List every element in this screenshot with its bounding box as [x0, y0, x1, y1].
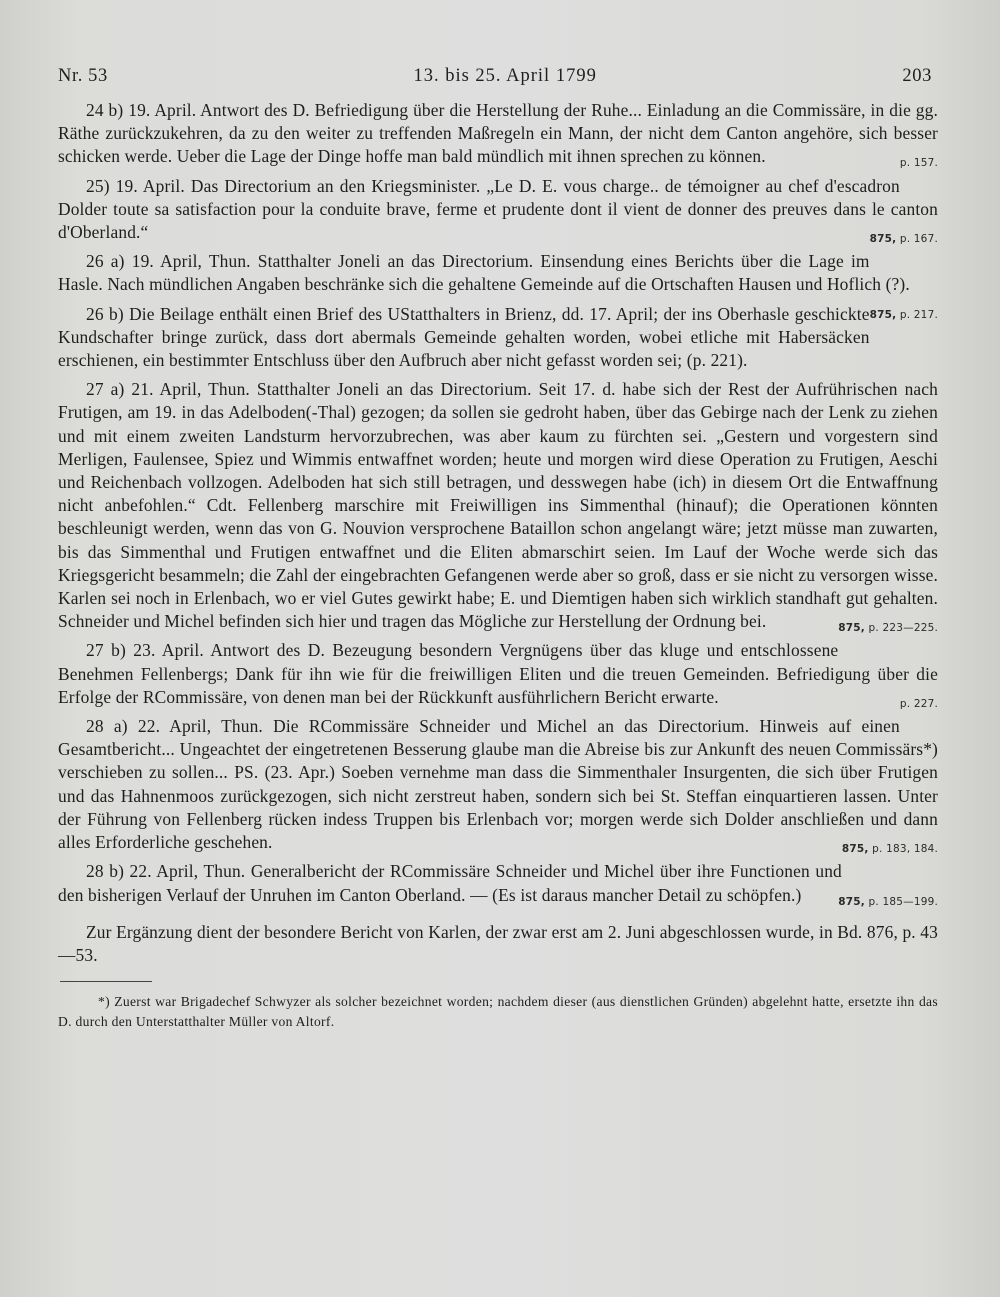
archive-reference [842, 838, 938, 861]
reference-volume: 875, [869, 308, 897, 321]
reference-page: p. 157. [899, 157, 938, 170]
page-number: 203 [902, 66, 932, 86]
entry [58, 175, 938, 245]
page-header [58, 66, 938, 87]
archive-reference [838, 617, 938, 640]
entry [58, 303, 938, 373]
entries-list [58, 99, 938, 907]
reference-page: p. 185—199. [865, 895, 938, 908]
archive-reference [870, 304, 938, 327]
entry-text: 26 b) Die Beilage enthält einen Brief des UStatthalters in Brienz, dd. 17. April; der ins Oberhasle geschickte Kundschafter bringe zurück, dass dort abermals Gemeinde gehalten worden, wobei etliche mit Habersäcken erschienen, ein bestimmter Entschluss über den Aufbruch aber nicht gefasst worden sei; (p. 221). [58, 303, 870, 371]
entry-text: 28 b) 22. April, Thun. Generalbericht der RCommissäre Schneider und Michel über ihre Functionen und den bisherigen Verlauf der Unruhen im Canton Oberland. — (Es ist daraus mancher Detail zu schöpfen.) [58, 861, 842, 905]
entry-text: 28 a) 22. April, Thun. Die RCommissäre Schneider und Michel an das Directorium. Hinweis auf einen Gesamtbericht... Ungeachtet der eingetretenen Besserung glaube man die Abreise bis zur Ankunft des neuen Commissärs*) verschieben zu sollen... PS. (23. Apr.) Soeben vernehme man dass die Simmenthaler Insurgenten, die sich über Frutigen und das Hahnenmoos zurückgezogen, sich nicht zerstreut haben, sondern sich bei St. Steffan einquartieren lassen. Unter der Führung von Fellenberg rücken indess Truppen bis Erlenbach vor; morgen werde sich Dolder anschließen und dann alles Erforderliche geschehen. [58, 716, 938, 853]
entry-text: 27 a) 21. April, Thun. Statthalter Joneli an das Directorium. Seit 17. d. habe sich der Rest der Aufrührischen nach Frutigen, am 19. in das Adelboden(-Thal) gezogen; da sollen sie gedroht haben, über das Gebirge nach der Lenk zu ziehen und mit einem zweiten Landsturm hervorzubrechen, was aber kaum zu fürchten sei. „Gestern und vorgestern sind Merligen, Faulensee, Spiez und Wimmis entwaffnet worden; heute und morgen wird diese Operation zu Frutigen, Aeschi und Reichenbach vollzogen. Adelboden hat sich still betragen, und desswegen habe (ich) in diesem Ort die Entwaffnung nicht anbefohlen.“ Cdt. Fellenberg marschire mit Freiwilligen ins Simmenthal (hinauf); die Operationen könnten beschleunigt werden, wenn das von G. Nouvion versprochene Bataillon schon angelangt wäre; jetzt müsse man zuwarten, bis das Simmenthal und Frutigen entwaffnet und die Eliten abmarschirt seien. Im Lauf der Woche werde sich das Kriegsgericht besammeln; die Zahl der eingebrachten Gefangenen werde aber so groß, dass er sie nicht zu versorgen wisse. Karlen sei noch in Erlenbach, wo er viel Gutes gewirkt habe; E. und Diemtigen haben sich wirklich standhaft gut gehalten. Schneider und Michel befinden sich hier und tragen das Mögliche zur Herstellung der Ordnung bei. [58, 379, 938, 632]
footnote: *) Zuerst war Brigadechef Schwyzer als solcher bezeichnet worden; nachdem dieser (aus dienstlichen Gründen) abgelehnt hatte, ersetzte ihn das D. durch den Unterstatthalter Müller von Altorf. [58, 994, 938, 1030]
archive-reference [838, 891, 938, 914]
date-range-heading: 13. bis 25. April 1799 [413, 66, 597, 86]
archive-reference [900, 693, 938, 716]
reference-volume: 875, [838, 895, 865, 908]
entry [58, 250, 938, 321]
reference-page: p. 167. [896, 233, 938, 246]
entry-text: 26 a) 19. April, Thun. Statthalter Joneli an das Directorium. Einsendung eines Berichts über die Lage im Hasle. Nach mündlichen Angaben beschränke sich die gehaltene Gemeinde auf die Ortschaften Hausen und Hoflich (?). [58, 251, 910, 295]
reference-volume: 875, [841, 843, 869, 856]
archive-reference [900, 152, 938, 175]
entry-text: 27 b) 23. April. Antwort des D. Bezeugung besondern Vergnügens über das kluge und entschlossene Benehmen Fellenbergs; Dank für ihn wie für die freiwilligen Eliten und die treuen Gemeinden. Befriedigung über die Erfolge der RCommissäre, von denen man bei der Rückkunft ausführlichern Bericht erwarte. [58, 640, 938, 707]
archive-reference [870, 228, 938, 251]
reference-page: p. 217. [896, 308, 938, 321]
reference-page: p. 227. [899, 697, 938, 710]
entry [58, 715, 938, 854]
entry-text: 25) 19. April. Das Directorium an den Kriegsminister. „Le D. E. vous charge.. de témoigner au chef d'escadron Dolder toute sa satisfaction pour la conduite brave, ferme et prudente dont il vient de donner des preuves dans le canton d'Oberland.“ [58, 175, 938, 243]
footnote-divider [60, 981, 152, 982]
entry-text: 24 b) 19. April. Antwort des D. Befriedigung über die Herstellung der Ruhe... Einladung an die Commissäre, in die gg. Räthe zurückzukehren, da zu den weiter zu treffenden Maßregeln ein Mann, der nicht dem Canton angehöre, sich besser schicken werde. Ueber die Lage der Dinge hoffe man bald mündlich mit ihnen sprechen zu können. [58, 100, 938, 167]
reference-volume: 875, [838, 622, 865, 635]
entry [58, 99, 938, 169]
reference-volume: 875, [869, 233, 897, 246]
reference-page: p. 223—225. [865, 622, 938, 635]
entry [58, 378, 938, 633]
reference-page: p. 183, 184. [868, 843, 938, 856]
entry [58, 639, 938, 709]
entry [58, 860, 938, 906]
closing-paragraph: Zur Ergänzung dient der besondere Bericht von Karlen, der zwar erst am 2. Juni abgeschlossen wurde, in Bd. 876, p. 43—53. [58, 921, 938, 965]
document-number: Nr. 53 [58, 66, 108, 86]
